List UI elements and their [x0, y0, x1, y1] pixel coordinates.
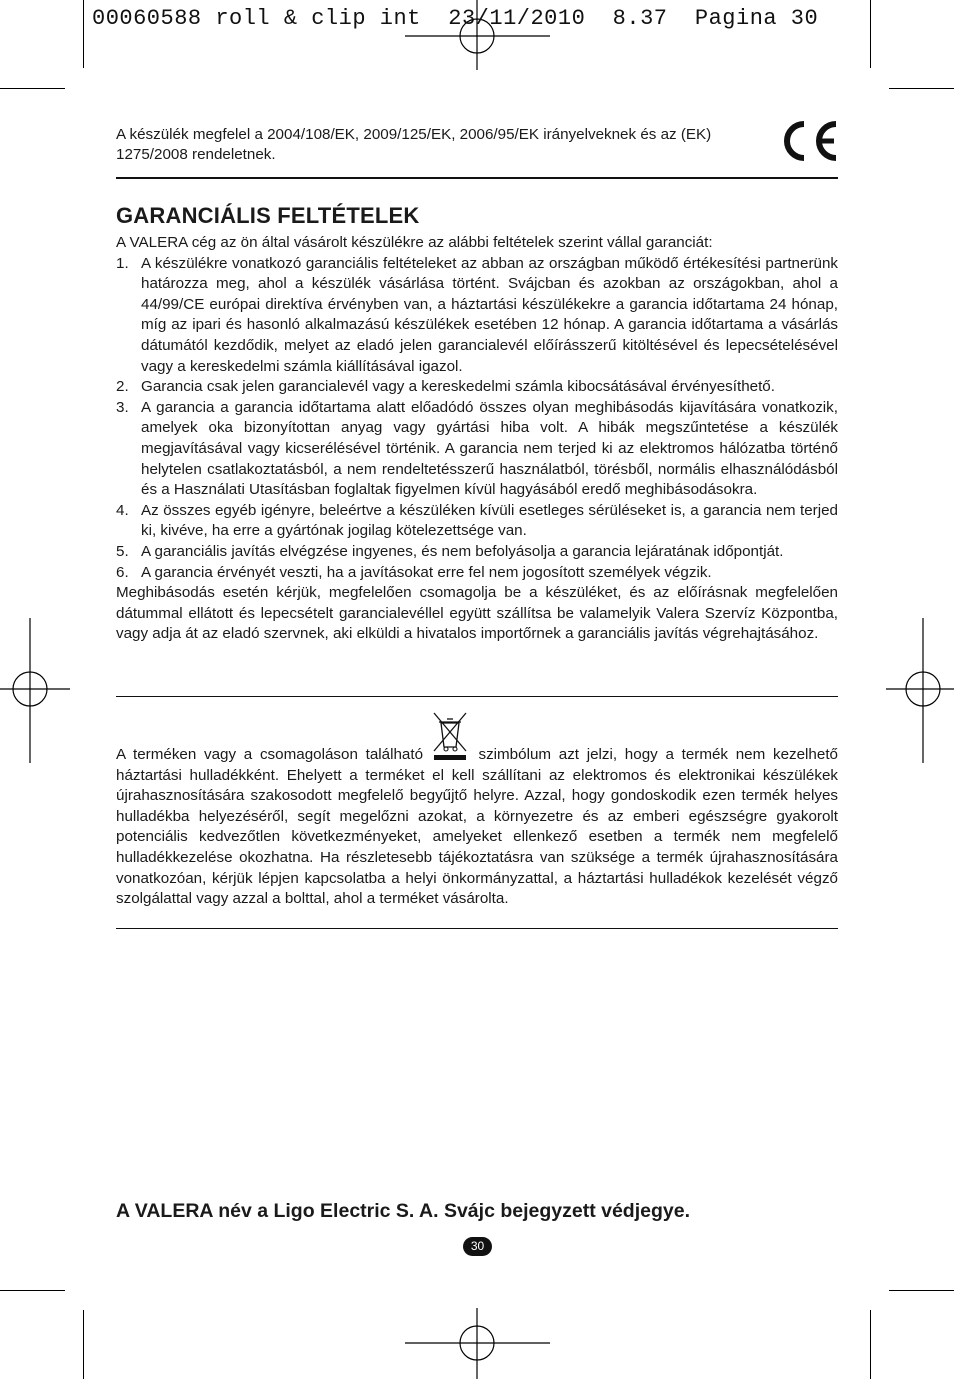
- warranty-closing: Meghibásodás esetén kérjük, megfelelően csomagolja be a készüléket, és az előírásnak megfelelően dátummal ellátott és lepecsételt garancialevéllel együtt szállítsa be valamelyik Valera Szervíz Központba, vagy adja át az eladó szervnek, aki elküldi a hivatalos importőrnek a garanciális javítás végrehajtásához.: [116, 584, 838, 643]
- divider: [116, 177, 838, 179]
- compliance-text: A készülék megfelel a 2004/108/EK, 2009/125/EK, 2006/95/EK irányelveknek és az (EK) 1275/2008 rendeletnek.: [116, 126, 712, 163]
- crop-mark: [83, 1310, 84, 1379]
- list-item: 5. A garanciális javítás elvégzése ingyenes, és nem befolyásolja a garancia lejáratának időpontját.: [116, 542, 784, 560]
- crop-mark: [0, 88, 65, 89]
- crop-mark: [870, 0, 871, 68]
- page-number: 30: [463, 1237, 492, 1256]
- list-item: 3. A garancia a garancia időtartama alatt előadódó összes olyan meghibásodás kijavítására vonatkozik, amelyek oka bizonyítottan anyag vagy gyártási hiba volt. A hibák megszűntetése a készülék megjavításával vagy kicserélésével történik. A garancia nem terjed ki az elektromos hálózatba történő helytelen csatlakoztatásból, a nem rendeltetésszerű használatból, törésből, normális elhasználódásból és a Használati Utasításban foglaltak figyelmen kívül hagyásából eredő meghibásodásokra.: [116, 398, 838, 499]
- trademark-notice: A VALERA név a Ligo Electric S. A. Svájc bejegyzett védjegye.: [116, 1200, 690, 1222]
- crop-mark: [0, 1290, 65, 1291]
- divider: [116, 928, 838, 929]
- registration-mark-right-icon: [886, 618, 954, 763]
- warranty-title: GARANCIÁLIS FELTÉTELEK: [116, 203, 420, 228]
- divider: [116, 696, 838, 697]
- crop-mark: [83, 0, 84, 68]
- crossed-out-wheelie-bin-icon: [431, 743, 471, 759]
- print-header: 00060588 roll & clip int 23/11/2010 8.37 Pagina 30: [92, 6, 819, 31]
- ce-mark-icon: [778, 118, 840, 164]
- crop-mark: [870, 1310, 871, 1379]
- weee-section: [116, 743, 838, 910]
- registration-mark-left-icon: [0, 618, 70, 763]
- registration-mark-bottom-icon: [405, 1308, 550, 1379]
- list-item: 6. A garancia érvényét veszti, ha a javításokat erre fel nem jogosított személyek végzik.: [116, 563, 712, 581]
- warranty-section: [116, 233, 838, 645]
- list-item: 2. Garancia csak jelen garancialevél vagy a kereskedelmi számla kibocsátásával érvényesíthető.: [116, 378, 775, 396]
- list-item: 1. A készülékre vonatkozó garanciális feltételeket az abban az országban működő értékesítési partnerünk határozza meg, ahol a készülék vásárlása történt. Svájcban és azokban az országokban, ahol a 44/99/CE európai direktíva érvényben van, a háztartási készülékekre a garancia időtartama 24 hónap, míg az ipari és hasonló alkalmazású készülékek esetében 12 hónap. A garancia időtartama a vásárlás dátumától kezdődik, melyet az eladó jelen garancialevél előírásszerű kitöltésével és lepecsételésével vagy a kereskedelmi számla kiállításával igazol.: [116, 254, 838, 375]
- weee-text: A terméken vagy a csomagoláson található szimbólum azt jelzi, hogy a termék nem kezelhető háztartási hulladékként. Ehelyett a terméket el kell szállítani az elektromos és elektronikai készülékek újrahasznosítására szakosodott megfelelő begyűjtő helyre. Azzal, hogy gondoskodik ezen termék helyes hulladékba helyezéséről, segít megelőzni azokat, a környezetre és az emberi egészségre gyakorolt potenciális kedvezőtlen következményeket, amelyeket ellenkező esetben a termék nem megfelelő hulladékkezelése okozhatna. Ha részletesebb tájékoztatásra van szüksége a termék újrahasznosítására vonatkozóan, kérjük lépjen kapcsolatba a helyi önkormányzattal, a háztartási hulladékok kezelését végző szolgálattal vagy azzal a bolttal, ahol a terméket vásárolta.: [116, 743, 838, 910]
- crop-mark: [889, 88, 954, 89]
- list-item: 4. Az összes egyéb igényre, beleértve a készüléken kívüli esetleges sérüléseket is, a garancia nem terjed ki, kivéve, ha erre a gyártónak jogilag kötelezettsége van.: [116, 501, 838, 540]
- warranty-list: [116, 254, 838, 584]
- warranty-intro: A VALERA cég az ön által vásárolt készülékre az alábbi feltételek szerint vállal garanciát:: [116, 234, 713, 251]
- crop-mark: [889, 1290, 954, 1291]
